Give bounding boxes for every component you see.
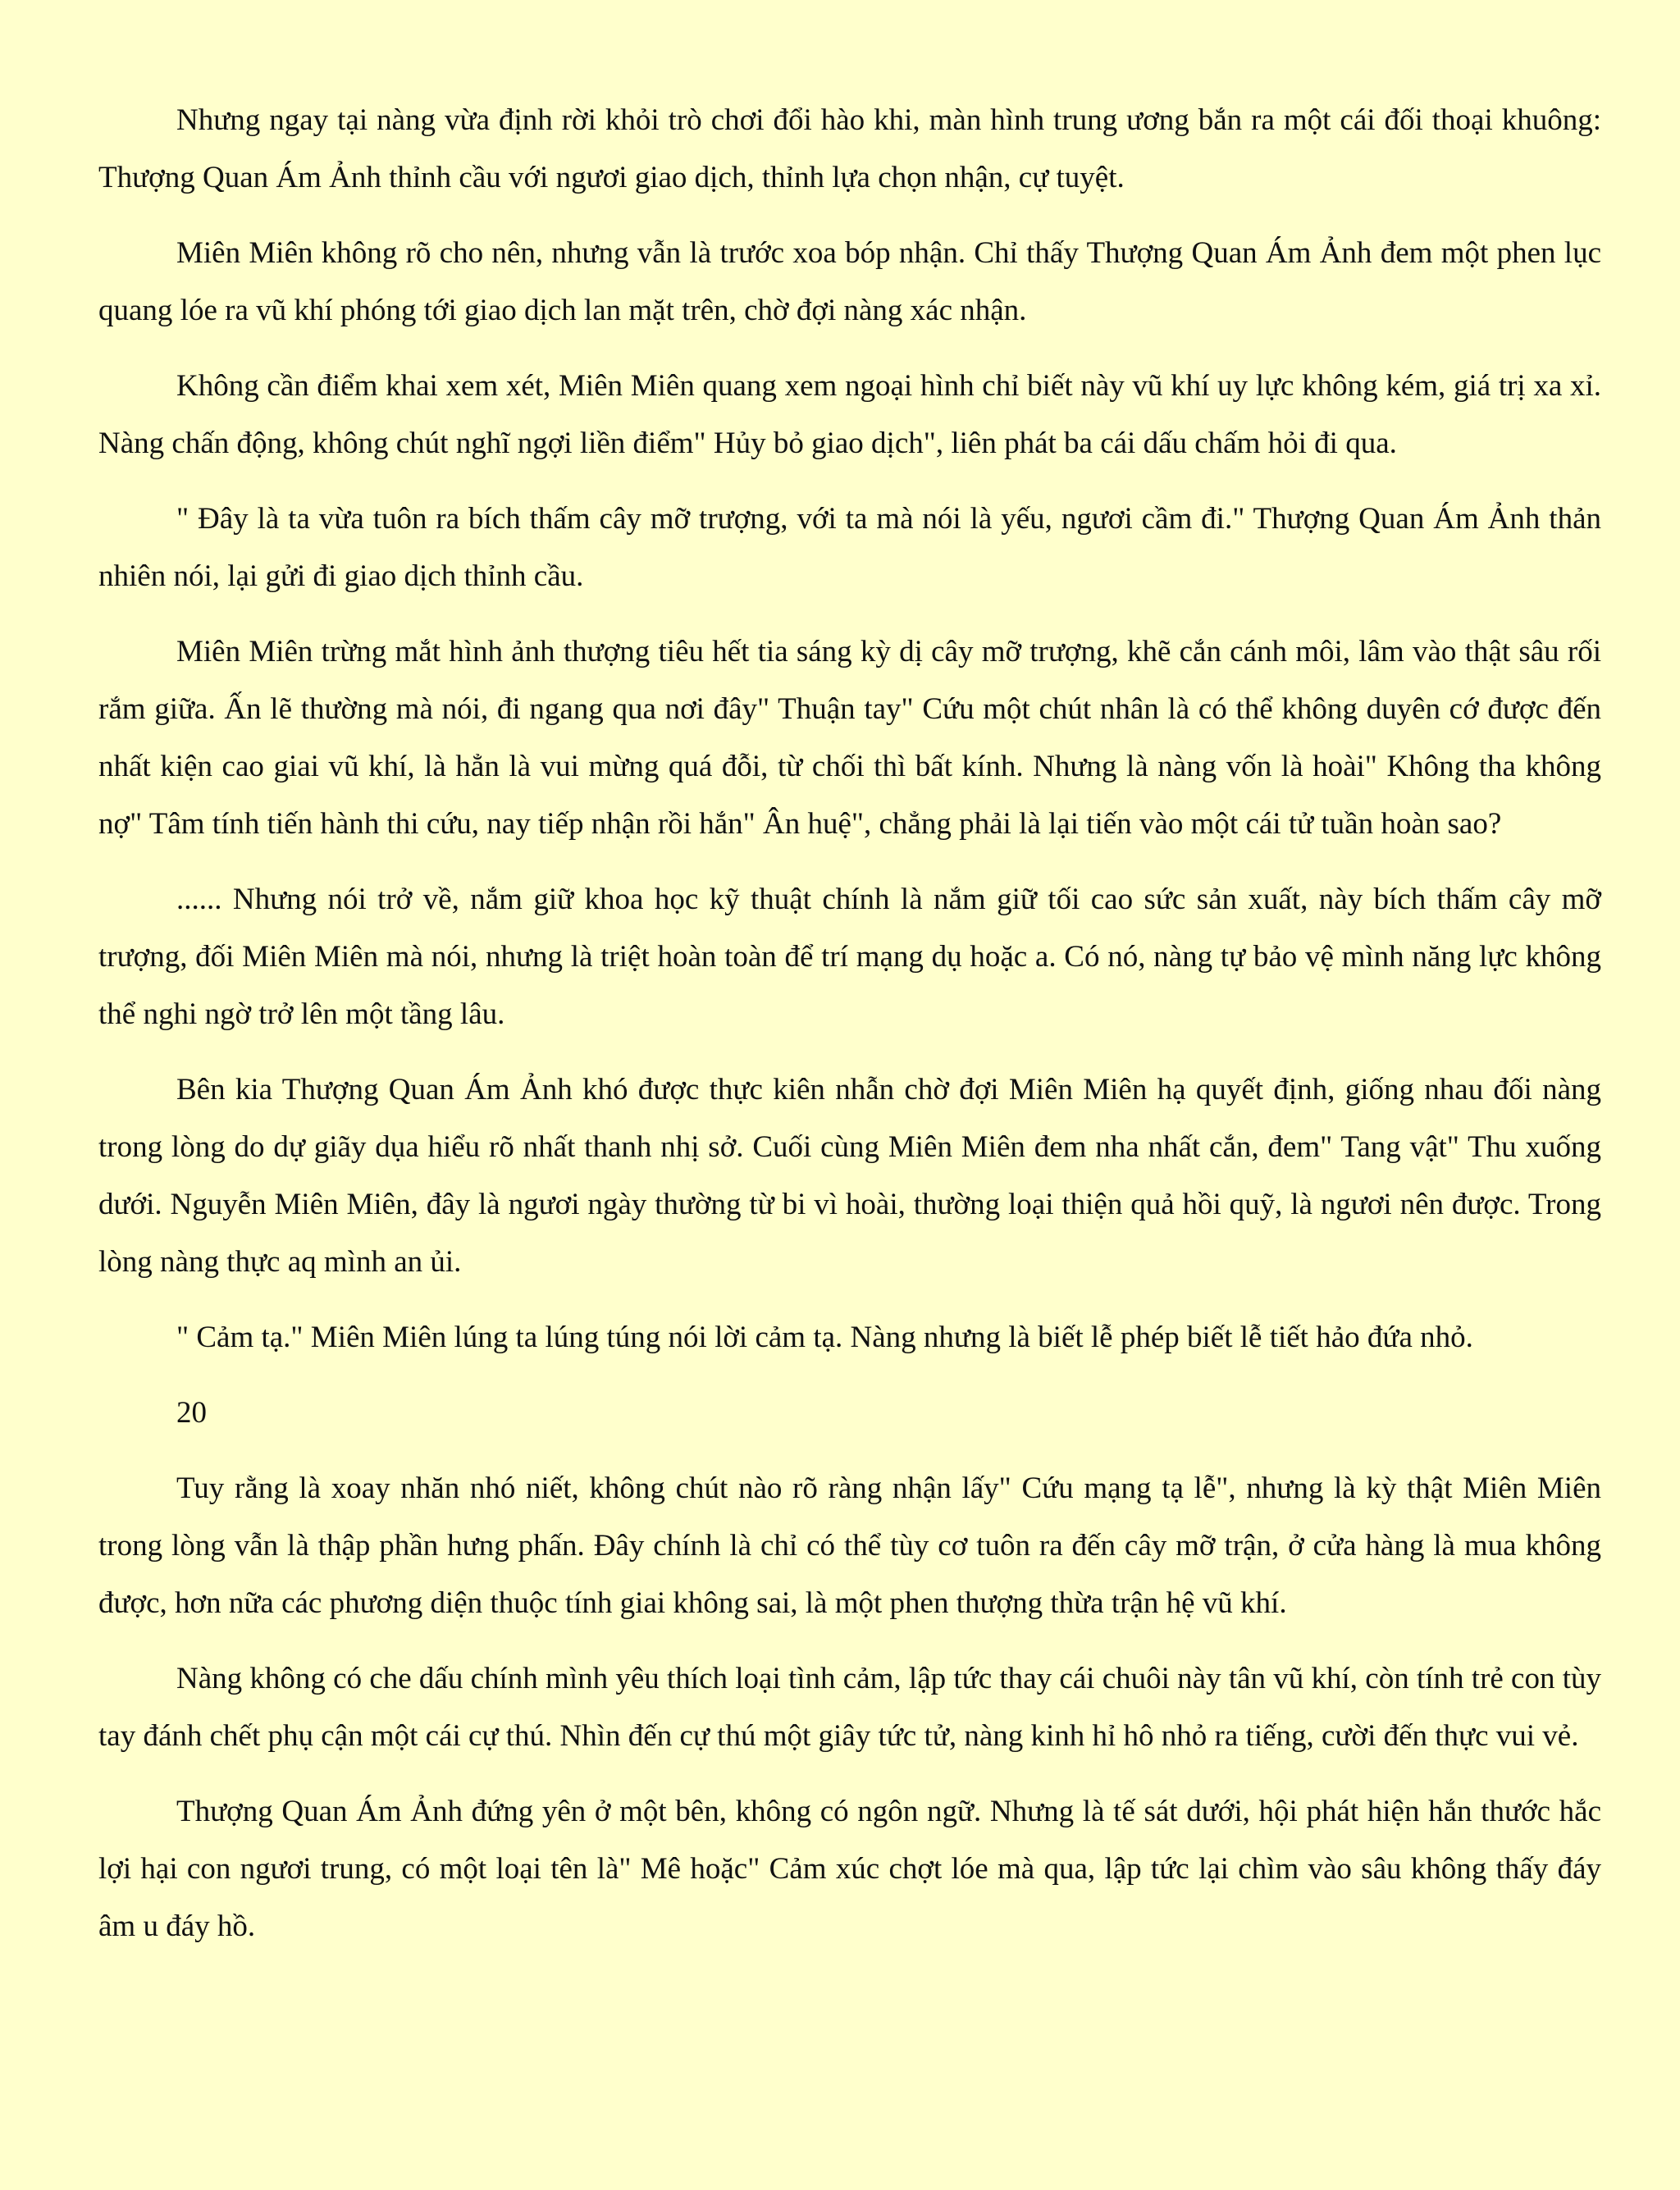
paragraph: Bên kia Thượng Quan Ám Ảnh khó được thực kiên nhẫn chờ đợi Miên Miên hạ quyết định, giống nhau đối nàng trong lòng do dự giãy dụa hiểu rõ nhất thanh nhị sở. Cuối cùng Miên Miên đem nha nhất cắn, đem" Tang vật" Thu xuống dưới. Nguyễn Miên Miên, đây là ngươi ngày thường từ bi vì hoài, thường loại thiện quả hồi quỹ, là ngươi nên được. Trong lòng nàng thực aq mình an ủi. (98, 1073, 1601, 1279)
paragraph: Miên Miên không rõ cho nên, nhưng vẫn là trước xoa bóp nhận. Chỉ thấy Thượng Quan Ám Ảnh đem một phen lục quang lóe ra vũ khí phóng tới giao dịch lan mặt trên, chờ đợi nàng xác nhận. (98, 236, 1601, 327)
paragraph: Nhưng ngay tại nàng vừa định rời khỏi trò chơi đổi hào khi, màn hình trung ương bắn ra một cái đối thoại khuông: Thượng Quan Ám Ảnh thỉnh cầu với ngươi giao dịch, thỉnh lựa chọn nhận, cự tuyệt. (98, 103, 1601, 194)
paragraph: Thượng Quan Ám Ảnh đứng yên ở một bên, không có ngôn ngữ. Nhưng là tế sát dưới, hội phát hiện hắn thước hắc lợi hại con ngươi trung, có một loại tên là" Mê hoặc" Cảm xúc chợt lóe mà qua, lập tức lại chìm vào sâu không thấy đáy âm u đáy hồ. (98, 1795, 1601, 1943)
paragraph: " Cảm tạ." Miên Miên lúng ta lúng túng nói lời cảm tạ. Nàng nhưng là biết lễ phép biết lễ tiết hảo đứa nhỏ. (176, 1321, 1473, 1354)
paragraph: ...... Nhưng nói trở về, nắm giữ khoa học kỹ thuật chính là nắm giữ tối cao sức sản xuất, này bích thấm cây mỡ trượng, đối Miên Miên mà nói, nhưng là triệt hoàn toàn để trí mạng dụ hoặc a. Có nó, nàng tự bảo vệ mình năng lực không thể nghi ngờ trở lên một tầng lâu. (98, 883, 1601, 1031)
paragraph: Không cần điểm khai xem xét, Miên Miên quang xem ngoại hình chỉ biết này vũ khí uy lực không kém, giá trị xa xỉ. Nàng chấn động, không chút nghĩ ngợi liền điểm" Hủy bỏ giao dịch", liên phát ba cái dấu chấm hỏi đi qua. (98, 369, 1601, 460)
paragraph: " Đây là ta vừa tuôn ra bích thấm cây mỡ trượng, với ta mà nói là yếu, ngươi cầm đi." Thượng Quan Ám Ảnh thản nhiên nói, lại gửi đi giao dịch thỉnh cầu. (98, 502, 1601, 593)
paragraph: Nàng không có che dấu chính mình yêu thích loại tình cảm, lập tức thay cái chuôi này tân vũ khí, còn tính trẻ con tùy tay đánh chết phụ cận một cái cự thú. Nhìn đến cự thú một giây tức tử, nàng kinh hỉ hô nhỏ ra tiếng, cười đến thực vui vẻ. (98, 1662, 1602, 1753)
paragraph: Tuy rằng là xoay nhăn nhó niết, không chút nào rõ ràng nhận lấy" Cứu mạng tạ lễ", nhưng là kỳ thật Miên Miên trong lòng vẫn là thập phần hưng phấn. Đây chính là chỉ có thể tùy cơ tuôn ra đến cây mỡ trận, ở cửa hàng là mua không được, hơn nữa các phương diện thuộc tính giai không sai, là một phen thượng thừa trận hệ vũ khí. (98, 1471, 1601, 1620)
paragraph: Miên Miên trừng mắt hình ảnh thượng tiêu hết tia sáng kỳ dị cây mỡ trượng, khẽ cắn cánh môi, lâm vào thật sâu rối rắm giữa. Ấn lẽ thường mà nói, đi ngang qua nơi đây" Thuận tay" Cứu một chút nhân là có thể không duyên cớ được đến nhất kiện cao giai vũ khí, là hẳn là vui mừng quá đỗi, từ chối thì bất kính. Nhưng là nàng vốn là hoài" Không tha không nợ" Tâm tính tiến hành thi cứu, nay tiếp nhận rồi hắn" Ân huệ", chẳng phải là lại tiến vào một cái tử tuần hoàn sao? (98, 635, 1601, 841)
page-number: 20 (176, 1396, 207, 1430)
